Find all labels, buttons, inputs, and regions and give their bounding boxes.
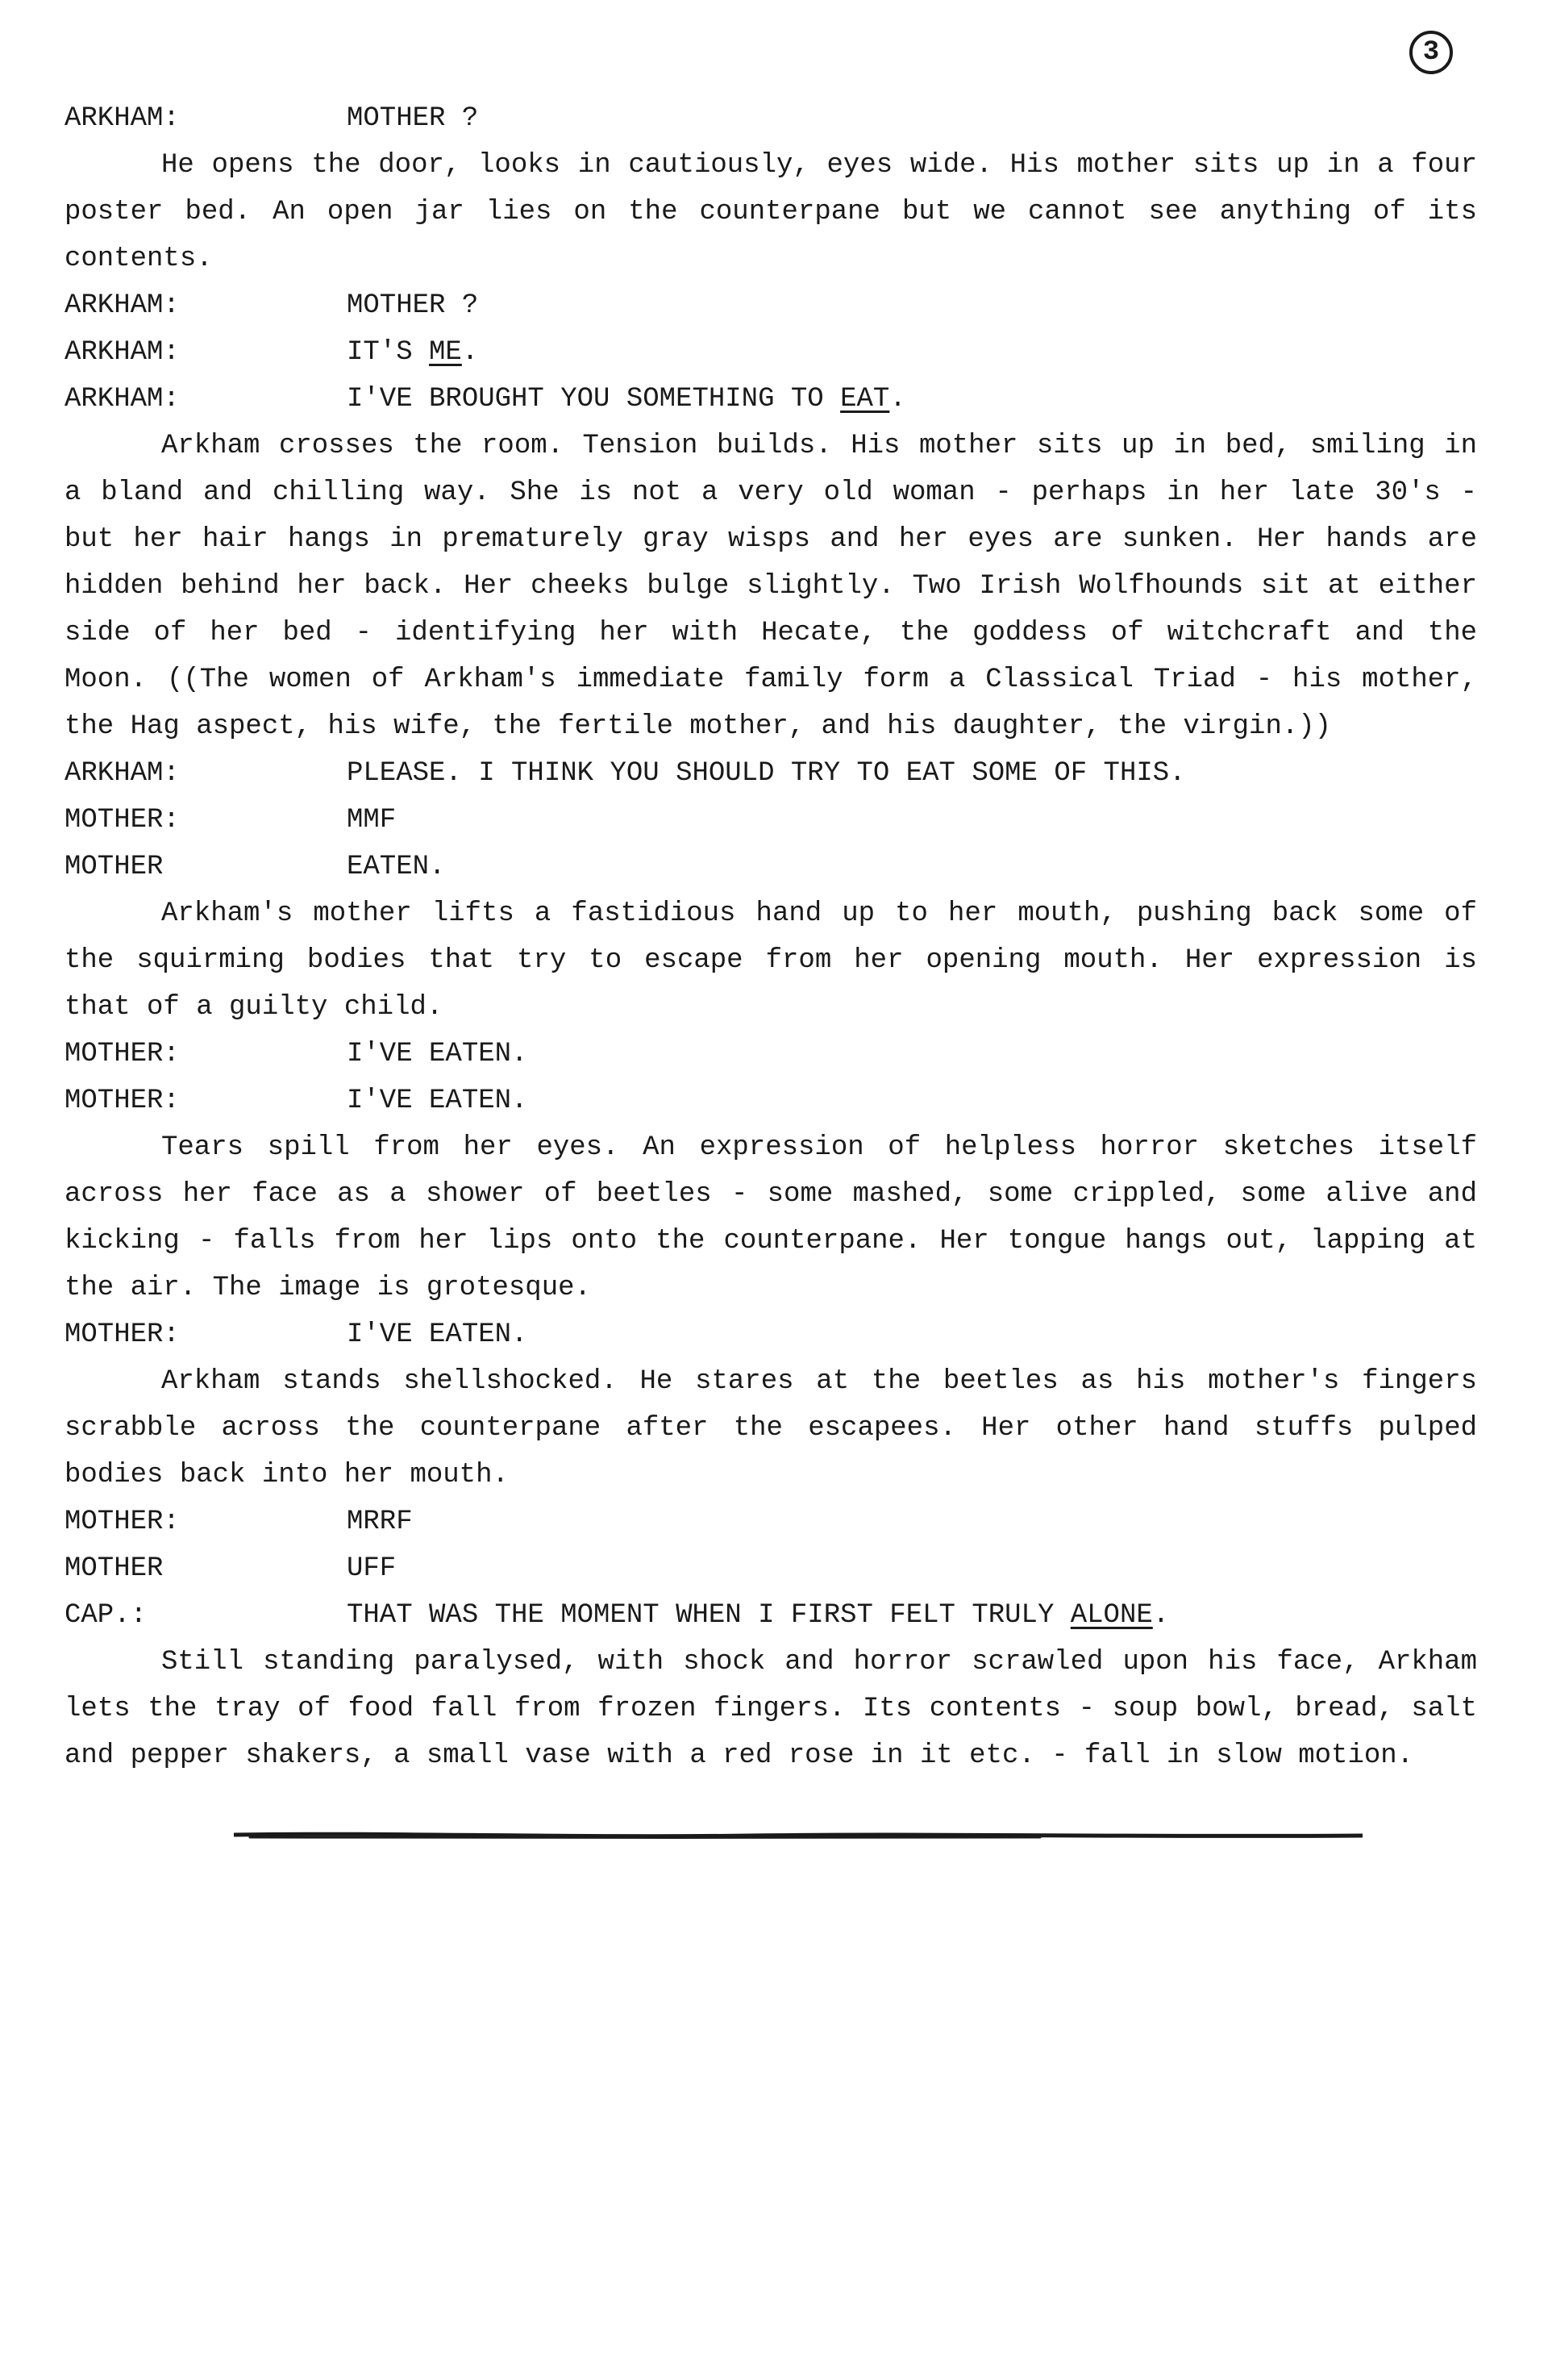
dialogue-text: MOTHER ?	[347, 290, 479, 321]
speaker-name: ARKHAM:	[64, 290, 180, 321]
action-paragraph: Arkham crosses the room. Tension builds. His mother sits up in bed, smiling in a bland and chilling way. She is not a very old woman - perhaps in her late 30's - but her hair hangs in prematurely gray wisps and her eyes are sunken. Her hands are hidden behind her back. Her cheeks bulge slightly. Two Irish Wolfhounds sit at either side of her bed - identifying her with Hecate, the goddess of witchcraft and the Moon. ((The women of Arkham's immediate family form a Classical Triad - his mother, the Hag aspect, his wife, the fertile mother, and his daughter, the virgin.))	[64, 431, 1477, 742]
dialogue-text-part: IT'S	[347, 337, 430, 368]
dialogue-line	[64, 1592, 1477, 1639]
dialogue-text-part: .	[1152, 1600, 1170, 1631]
dialogue-text: MRRF	[347, 1507, 413, 1537]
speaker-name: MOTHER:	[64, 1507, 180, 1537]
dialogue-text: UFF	[347, 1553, 397, 1584]
dialogue-line	[64, 750, 1477, 797]
dialogue-text: I'VE EATEN.	[347, 1086, 528, 1116]
dialogue-line	[64, 844, 1477, 890]
dialogue-line	[64, 282, 1477, 329]
dialogue-line	[64, 1311, 1477, 1358]
dialogue-line	[64, 376, 1477, 423]
dialogue-text: MOTHER ?	[347, 103, 479, 134]
end-rule	[234, 1828, 1363, 1844]
action-paragraph: Tears spill from her eyes. An expression of helpless horror sketches itself across her face as a shower of beetles - some mashed, some crippled, some alive and kicking - falls from her lips onto the counterpane. Her tongue hangs out, lapping at the air. The image is grotesque.	[64, 1132, 1477, 1303]
dialogue-text-part: I'VE BROUGHT YOU SOMETHING TO	[347, 384, 841, 415]
dialogue-line	[64, 797, 1477, 844]
underlined-word: ALONE	[1070, 1600, 1153, 1631]
action-paragraph: Arkham's mother lifts a fastidious hand up to her mouth, pushing back some of the squirming bodies that try to escape from her opening mouth. Her expression is that of a guilty child.	[64, 898, 1477, 1023]
dialogue-text-part: .	[889, 384, 906, 415]
dialogue-line	[64, 1031, 1477, 1077]
action-paragraph: He opens the door, looks in cautiously, eyes wide. His mother sits up in a four poster bed. An open jar lies on the counterpane but we cannot see anything of its contents.	[64, 150, 1477, 274]
dialogue-text	[347, 329, 478, 376]
dialogue-text: MMF	[347, 805, 397, 836]
dialogue-line	[64, 329, 1477, 376]
speaker-name: ARKHAM:	[64, 758, 180, 789]
underlined-word: ME	[429, 337, 462, 368]
dialogue-text: EATEN.	[347, 852, 446, 882]
speaker-name: CAP.:	[64, 1600, 148, 1631]
speaker-name: MOTHER:	[64, 1319, 180, 1350]
dialogue-text-part: THAT WAS THE MOMENT WHEN I FIRST FELT TRULY	[347, 1600, 1071, 1631]
dialogue-line	[64, 1077, 1477, 1124]
speaker-name: MOTHER:	[64, 805, 180, 836]
speaker-name: ARKHAM:	[64, 103, 180, 134]
speaker-name: MOTHER:	[64, 1039, 180, 1069]
dialogue-line	[64, 1498, 1477, 1545]
action-paragraph: Still standing paralysed, with shock and horror scrawled upon his face, Arkham lets the tray of food fall from frozen fingers. Its contents - soup bowl, bread, salt and pepper shakers, a small vase with a red rose in it etc. - fall in slow motion.	[64, 1647, 1477, 1771]
speaker-name: MOTHER:	[64, 1086, 180, 1116]
dialogue-text	[347, 376, 906, 423]
dialogue-text	[347, 1592, 1169, 1639]
speaker-name: ARKHAM:	[64, 384, 180, 415]
underlined-word: EAT	[840, 384, 890, 415]
action-paragraph: Arkham stands shellshocked. He stares at the beetles as his mother's fingers scrabble across the counterpane after the escapees. Her other hand stuffs pulped bodies back into her mouth.	[64, 1366, 1477, 1490]
speaker-name: ARKHAM:	[64, 337, 180, 368]
dialogue-text: I'VE EATEN.	[347, 1319, 528, 1350]
dialogue-line	[64, 1545, 1477, 1592]
dialogue-text: I'VE EATEN.	[347, 1039, 528, 1069]
page-number: 3	[1409, 31, 1453, 74]
dialogue-line	[64, 95, 1477, 142]
speaker-name: MOTHER	[64, 852, 164, 882]
dialogue-text: PLEASE. I THINK YOU SHOULD TRY TO EAT SOME OF THIS.	[347, 758, 1186, 789]
script-body	[64, 95, 1477, 1779]
dialogue-text-part: .	[461, 337, 479, 368]
speaker-name: MOTHER	[64, 1553, 164, 1584]
